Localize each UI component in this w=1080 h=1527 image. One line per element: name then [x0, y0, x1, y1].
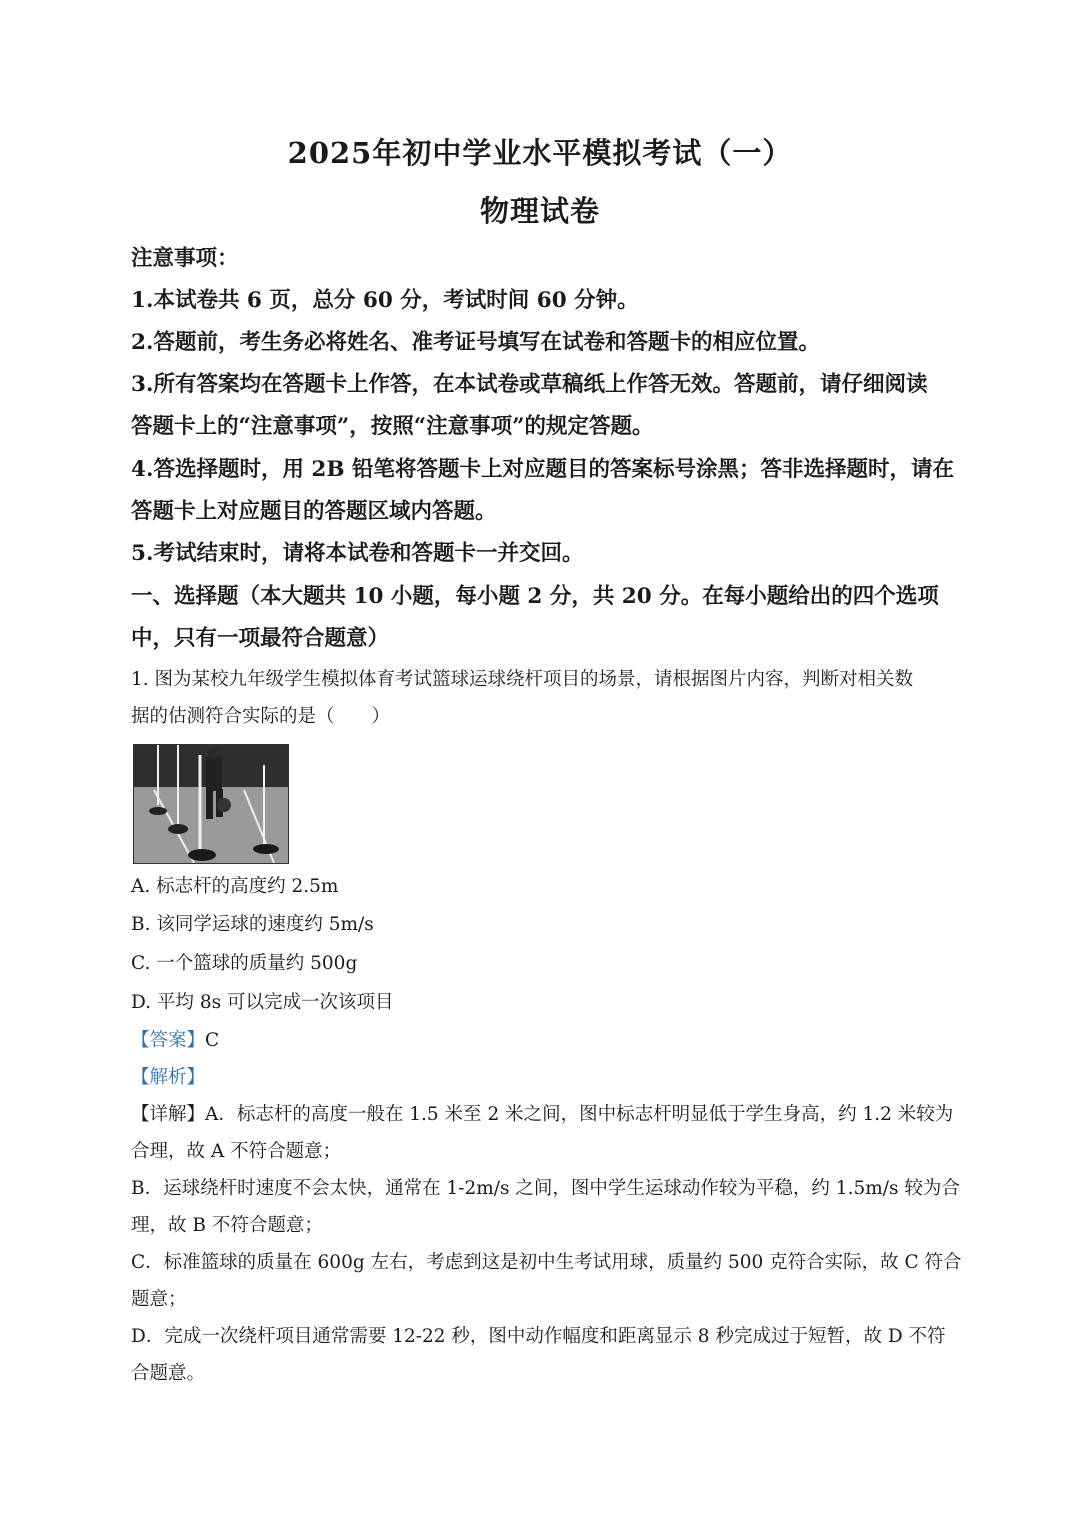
pole-base [149, 807, 167, 815]
option-c: C. 一个篮球的质量约 500g [131, 953, 358, 974]
notice-line: 4.答选择题时，用 2B 铅笔将答题卡上对应题目的答案标号涂黑；答非选择题时，请在 [131, 457, 955, 482]
section-heading-cont: 中，只有一项最符合题意） [131, 626, 390, 651]
question-stem-cont: 据的估测符合实际的是（ ） [131, 706, 391, 727]
student-head [208, 747, 220, 759]
photo-drawing [134, 745, 288, 863]
option-a: A. 标志杆的高度约 2.5m [131, 876, 339, 897]
detail-line: 合题意。 [131, 1363, 206, 1384]
detail-line: 题意； [131, 1289, 187, 1310]
notice-line: 5.考试结束时，请将本试卷和答题卡一并交回。 [131, 541, 584, 566]
pole-base [253, 844, 279, 854]
section-heading: 一、选择题（本大题共 10 小题，每小题 2 分，共 20 分。在每小题给出的四个选项 [131, 584, 939, 609]
analysis-line [131, 1059, 961, 1096]
detail-line [131, 1096, 961, 1133]
notice-line: 答题卡上的“注意事项”，按照“注意事项”的规定答题。 [131, 414, 654, 439]
option-b: B. 该同学运球的速度约 5m/s [131, 914, 374, 935]
detail-line: C．标准篮球的质量在 600g 左右，考虑到这是初中生考试用球，质量约 500 克符合实际，故 C 符合 [131, 1252, 962, 1273]
detail-line: B．运球绕杆时速度不会太快，通常在 1-2m/s 之间，图中学生运球动作较为平稳，约 1.5m/s 较为合 [131, 1178, 960, 1199]
notice-heading: 注意事项： [131, 246, 239, 271]
answer-value: C [205, 1030, 220, 1051]
pole-base [168, 824, 188, 834]
option-d: D. 平均 8s 可以完成一次该项目 [131, 992, 394, 1013]
detail-line: D．完成一次绕杆项目通常需要 12-22 秒，图中动作幅度和距离显示 8 秒完成过于短暂，故 D 不符 [131, 1326, 946, 1347]
exam-subtitle: 物理试卷 [479, 194, 600, 228]
detail-line: 合理，故 A 不符合题意； [131, 1141, 342, 1162]
analysis-label: 【解析】 [131, 1067, 206, 1088]
detail-text: A．标志杆的高度一般在 1.5 米至 2 米之间，图中标志杆明显低于学生身高，约 1.2 米较为 [205, 1104, 954, 1125]
detail-label: 【详解】 [131, 1104, 206, 1125]
notice-line: 2.答题前，考生务必将姓名、准考证号填写在试卷和答题卡的相应位置。 [131, 330, 820, 355]
question-stem: 1. 图为某校九年级学生模拟体育考试篮球运球绕杆项目的场景，请根据图片内容，判断对相关数 [131, 669, 914, 690]
student-leg [206, 789, 213, 819]
notice-line: 1.本试卷共 6 页，总分 60 分，考试时间 60 分钟。 [131, 288, 639, 313]
answer-label: 【答案】 [131, 1030, 206, 1051]
answer-line [131, 1022, 961, 1059]
student-torso [206, 757, 222, 791]
detail-line: 理，故 B 不符合题意； [131, 1215, 323, 1236]
notice-line: 3.所有答案均在答题卡上作答，在本试卷或草稿纸上作答无效。答题前，请仔细阅读 [131, 372, 928, 397]
notice-line: 答题卡上对应题目的答题区域内答题。 [131, 499, 497, 524]
pole-base [188, 849, 216, 861]
exam-title: 2025年初中学业水平模拟考试（一） [287, 136, 793, 170]
basketball [217, 798, 231, 812]
basketball-dribble-photo [133, 744, 289, 864]
